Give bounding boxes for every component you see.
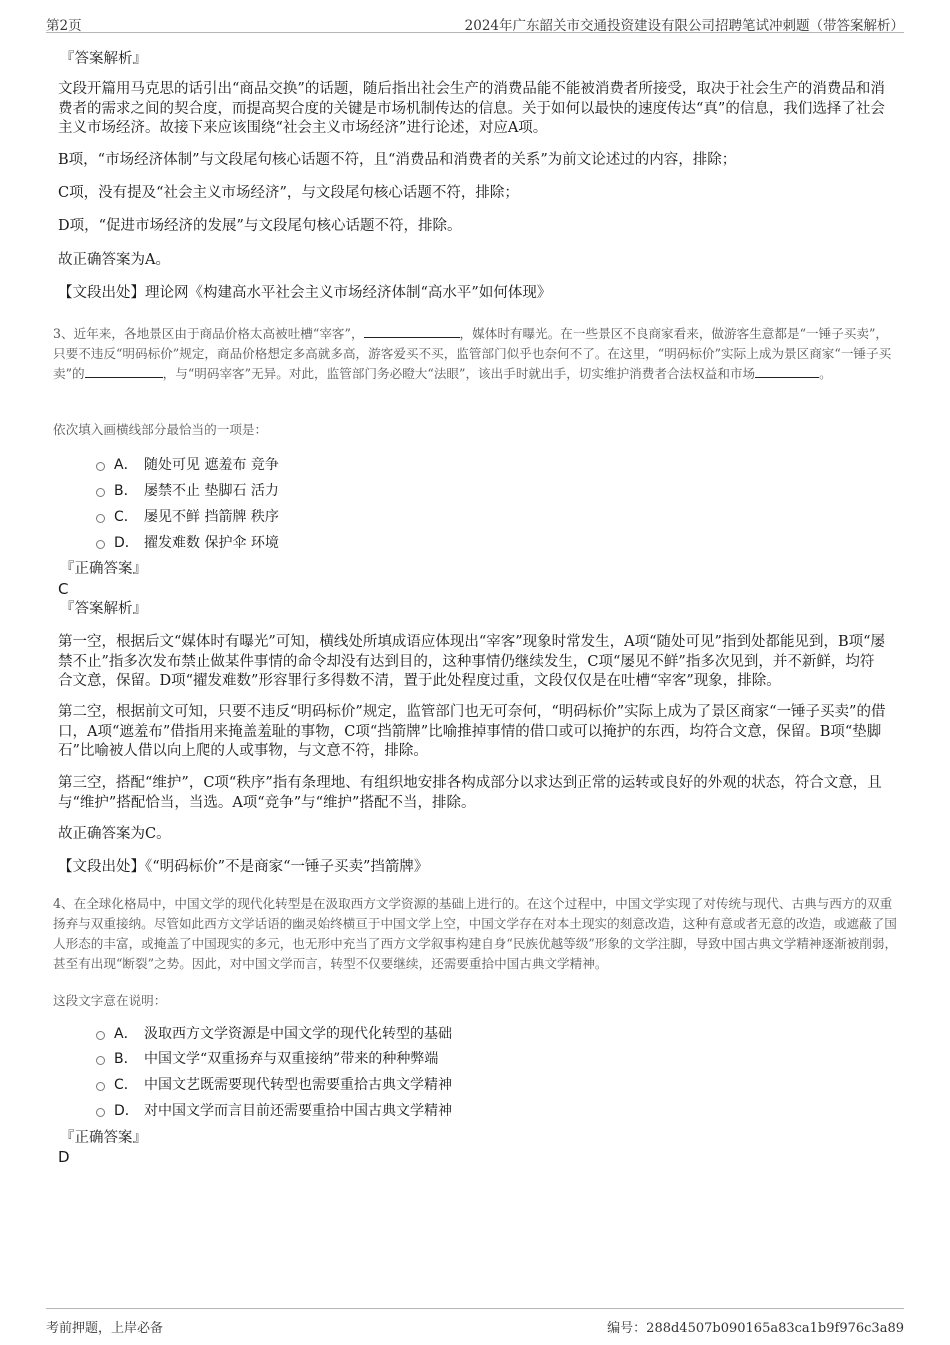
option-c[interactable]: C． 屡见不鲜 挡箭牌 秩序 bbox=[96, 505, 279, 527]
correct-answer: C bbox=[58, 580, 69, 598]
correct-answer: D bbox=[58, 1148, 70, 1166]
radio-button[interactable] bbox=[96, 514, 105, 523]
page-footer bbox=[46, 1308, 904, 1337]
radio-button[interactable] bbox=[96, 1031, 105, 1040]
radio-button[interactable] bbox=[96, 1108, 105, 1117]
option-b[interactable]: B． 屡禁不止 垫脚石 活力 bbox=[96, 479, 279, 501]
option-d[interactable]: D． 对中国文学而言目前还需要重拾中国古典文学精神 bbox=[96, 1099, 452, 1121]
option-c[interactable]: C． 中国文艺既需要现代转型也需要重拾古典文学精神 bbox=[96, 1073, 452, 1095]
document-code: 编号：288d4507b090165a83ca1b9f976c3a89 bbox=[607, 1321, 904, 1336]
blank-3 bbox=[755, 365, 819, 378]
page-header bbox=[46, 12, 904, 33]
footer-slogan: 考前押题，上岸必备 bbox=[46, 1321, 164, 1336]
radio-button[interactable] bbox=[96, 488, 105, 497]
option-a[interactable]: A． 汲取西方文学资源是中国文学的现代化转型的基础 bbox=[96, 1022, 452, 1044]
analysis-paragraph: 第一空，根据后文“媒体时有曝光”可知，横线处所填成语应体现出“宰客”现象时常发生，A项“随处可见”指到处都能见到，B项“屡禁不止”指多次发布禁止做某件事情的命令却没有达到目的，这种事情仍继续发生，C项“屡见不鲜”指多次见到，并不新鲜，均符合文意，保留。D项“擢发难数”形容罪行多得数不清，置于此处程度过重，文段仅仅是在吐槽“宰客”现象，排除。 bbox=[58, 634, 886, 689]
option-d[interactable]: D． 擢发难数 保护伞 环境 bbox=[96, 531, 279, 553]
radio-button[interactable] bbox=[96, 1082, 105, 1091]
analysis-paragraph: B项，“市场经济体制”与文段尾句核心话题不符，且“消费品和消费者的关系”为前文论述过的内容，排除； bbox=[58, 152, 737, 168]
analysis-paragraph: D项，“促进市场经济的发展”与文段尾句核心话题不符，排除。 bbox=[58, 218, 462, 234]
analysis-paragraph: C项，没有提及“社会主义市场经济”，与文段尾句核心话题不符，排除； bbox=[58, 185, 519, 201]
document-title: 2024年广东韶关市交通投资建设有限公司招聘笔试冲刺题（带答案解析） bbox=[464, 18, 904, 34]
answer-conclusion: 故正确答案为C。 bbox=[58, 826, 171, 842]
radio-button[interactable] bbox=[96, 462, 105, 471]
analysis-paragraph: 第二空，根据前文可知，只要不违反“明码标价”规定，监管部门也无可奈何，“明码标价”实际上成为了景区商家“一锤子买卖”的借口，A项“遮羞布”借指用来掩盖羞耻的事物，C项“挡箭牌”比喻推掉事情的借口或可以掩护的东西，均符合文意，保留。B项“垫脚石”比喻被人借以向上爬的人或事物，与文意不符，排除。 bbox=[58, 704, 886, 759]
question-3-prompt: 依次填入画横线部分最恰当的一项是： bbox=[53, 422, 268, 437]
source-citation: 【文段出处】理论网《构建高水平社会主义市场经济体制“高水平”如何体现》 bbox=[58, 285, 552, 301]
option-a[interactable]: A． 随处可见 遮羞布 竞争 bbox=[96, 453, 279, 475]
page-number: 第2页 bbox=[46, 18, 82, 34]
radio-button[interactable] bbox=[96, 540, 105, 549]
correct-answer-label: 『正确答案』 bbox=[60, 561, 147, 577]
option-b[interactable]: B． 中国文学“双重扬弃与双重接纳”带来的种种弊端 bbox=[96, 1047, 438, 1069]
answer-conclusion: 故正确答案为A。 bbox=[58, 252, 170, 268]
blank-2 bbox=[85, 365, 163, 378]
blank-1 bbox=[364, 325, 460, 338]
analysis-label: 『答案解析』 bbox=[60, 601, 147, 617]
analysis-paragraph: 文段开篇用马克思的话引出“商品交换”的话题，随后指出社会生产的消费品能不能被消费者所接受，取决于社会生产的消费品和消费者的需求之间的契合度，而提高契合度的关键是市场机制传达的信息。关于如何以最快的速度传达“真”的信息，我们选择了社会主义市场经济。故接下来应该围绕“社会主义市场经济”进行论述，对应A项。 bbox=[58, 81, 885, 136]
question-3-text: 3、近年来，各地景区由于商品价格太高被吐槽“宰客”， ，媒体时有曝光。在一些景区不良商家看来，做游客生意都是“一锤子买卖”，只要不违反“明码标价”规定，商品价格想定多高就多高，游客爱买不买，监管部门似乎也奈何不了。在这里，“明码标价”实际上成为景区商家“一锤子买卖”的 ，与“明码宰客”无异。对此，监管部门务必瞪大“法眼”，该出手时就出手，切实维护消费者合法权益和市场 。 bbox=[53, 326, 892, 381]
question-4-text: 4、在全球化格局中，中国文学的现代化转型是在汲取西方文学资源的基础上进行的。在这个过程中，中国文学实现了对传统与现代、古典与西方的双重扬弃与双重接纳。尽管如此西方文学话语的幽灵始终横亘于中国文学上空，中国文学存在对本土现实的刻意改造，这种有意或者无意的改造，或遮蔽了国人形态的丰富，或掩盖了中国现实的多元，也无形中充当了西方文学叙事构建自身“民族优越等级”形象的文学注脚，导致中国古典文学精神逐渐被削弱，甚至有出现“断裂”之势。因此，对中国文学而言，转型不仅要继续，还需要重拾中国古典文学精神。 bbox=[53, 896, 898, 971]
correct-answer-label: 『正确答案』 bbox=[60, 1130, 147, 1146]
analysis-paragraph: 第三空，搭配“维护”，C项“秩序”指有条理地、有组织地安排各构成部分以求达到正常的运转或良好的外观的状态，符合文意，且与“维护”搭配恰当，当选。A项“竞争”与“维护”搭配不当，排除。 bbox=[58, 775, 882, 811]
question-4-prompt: 这段文字意在说明： bbox=[53, 993, 167, 1008]
analysis-label: 『答案解析』 bbox=[60, 51, 147, 67]
source-citation: 【文段出处】《“明码标价”不是商家“一锤子买卖”挡箭牌》 bbox=[58, 859, 429, 875]
radio-button[interactable] bbox=[96, 1056, 105, 1065]
